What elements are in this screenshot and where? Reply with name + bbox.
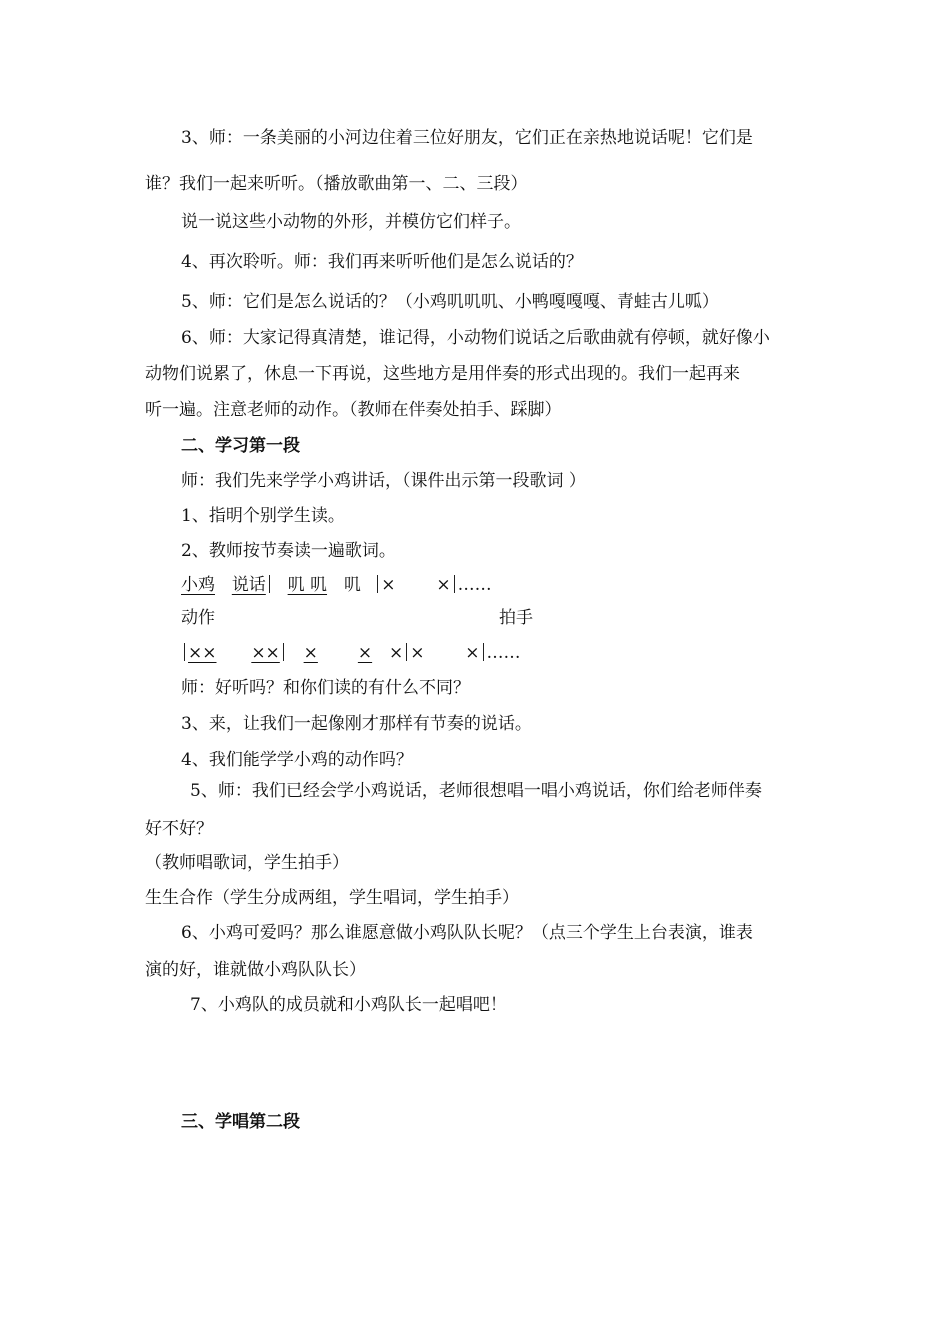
bar-line	[483, 643, 484, 661]
section-heading: 二、学习第一段	[181, 436, 300, 456]
paragraph-line: 听一遍。注意老师的动作。（教师在伴奏处拍手、踩脚）	[145, 400, 562, 420]
paragraph-line: 1、指明个别学生读。	[181, 506, 345, 526]
rhythm-mark: ××	[188, 643, 217, 663]
bar-line	[184, 643, 185, 661]
rhythm-label: 拍手	[499, 608, 533, 628]
paragraph-line: 3、来，让我们一起像刚才那样有节奏的说话。	[181, 714, 532, 734]
rhythm-pattern-line	[181, 641, 521, 665]
bar-line	[283, 643, 284, 661]
bar-line	[377, 575, 378, 593]
paragraph-line: 6、小鸡可爱吗？那么谁愿意做小鸡队队长呢？（点三个学生上台表演，谁表	[181, 923, 753, 943]
rhythm-word: 说话	[231, 575, 266, 595]
rhythm-word: 叽 叽	[287, 575, 328, 595]
paragraph-line: 演的好，谁就做小鸡队队长）	[145, 960, 366, 980]
paragraph-line: 2、教师按节奏读一遍歌词。	[181, 541, 396, 561]
rest-mark: ×	[436, 575, 451, 595]
rhythm-lyrics-line	[181, 573, 492, 597]
paragraph-line: 好不好？	[145, 819, 213, 839]
rhythm-label: 动作	[181, 608, 215, 628]
paragraph-line: 3、师：一条美丽的小河边住着三位好朋友，它们正在亲热地说话呢！它们是	[181, 128, 753, 148]
paragraph-line: 师：我们先来学学小鸡讲话，（课件出示第一段歌词 ）	[181, 471, 586, 491]
bar-line	[406, 643, 407, 661]
rhythm-mark: ××	[251, 643, 280, 663]
paragraph-line: （教师唱歌词，学生拍手）	[145, 853, 349, 873]
rest-mark: ×	[381, 575, 396, 595]
rhythm-mark: ×	[388, 643, 404, 663]
paragraph-line: 动物们说累了，休息一下再说，这些地方是用伴奏的形式出现的。我们一起再来	[145, 364, 740, 384]
paragraph-line: 5、师：它们是怎么说话的？（小鸡叽叽叽、小鸭嘎嘎嘎、青蛙古儿呱）	[181, 292, 719, 312]
bar-line	[454, 575, 455, 593]
section-heading: 三、学唱第二段	[181, 1112, 300, 1132]
rhythm-mark: ×	[465, 643, 480, 663]
paragraph-line: 生生合作（学生分成两组，学生唱词，学生拍手）	[145, 888, 519, 908]
rhythm-word: 小鸡	[181, 575, 215, 595]
rhythm-mark: ×	[410, 643, 425, 663]
paragraph-line: 6、师：大家记得真清楚，谁记得，小动物们说话之后歌曲就有停顿，就好像小	[181, 328, 770, 348]
ellipsis: ……	[457, 575, 492, 595]
ellipsis: ……	[486, 643, 521, 663]
paragraph-line: 5、师：我们已经会学小鸡说话，老师很想唱一唱小鸡说话，你们给老师伴奏	[190, 781, 762, 801]
paragraph-line: 说一说这些小动物的外形，并模仿它们样子。	[181, 212, 521, 232]
bar-line	[269, 575, 270, 593]
paragraph-line: 4、我们能学学小鸡的动作吗？	[181, 750, 413, 770]
rhythm-word: 叽	[343, 575, 361, 595]
paragraph-line: 师：好听吗？和你们读的有什么不同？	[181, 678, 470, 698]
paragraph-line: 4、再次聆听。师：我们再来听听他们是怎么说话的？	[181, 252, 583, 272]
paragraph-line: 谁？我们一起来听听。（播放歌曲第一、二、三段）	[145, 174, 528, 194]
paragraph-line: 7、小鸡队的成员就和小鸡队长一起唱吧！	[190, 995, 507, 1015]
rhythm-mark: × ×	[303, 643, 373, 663]
